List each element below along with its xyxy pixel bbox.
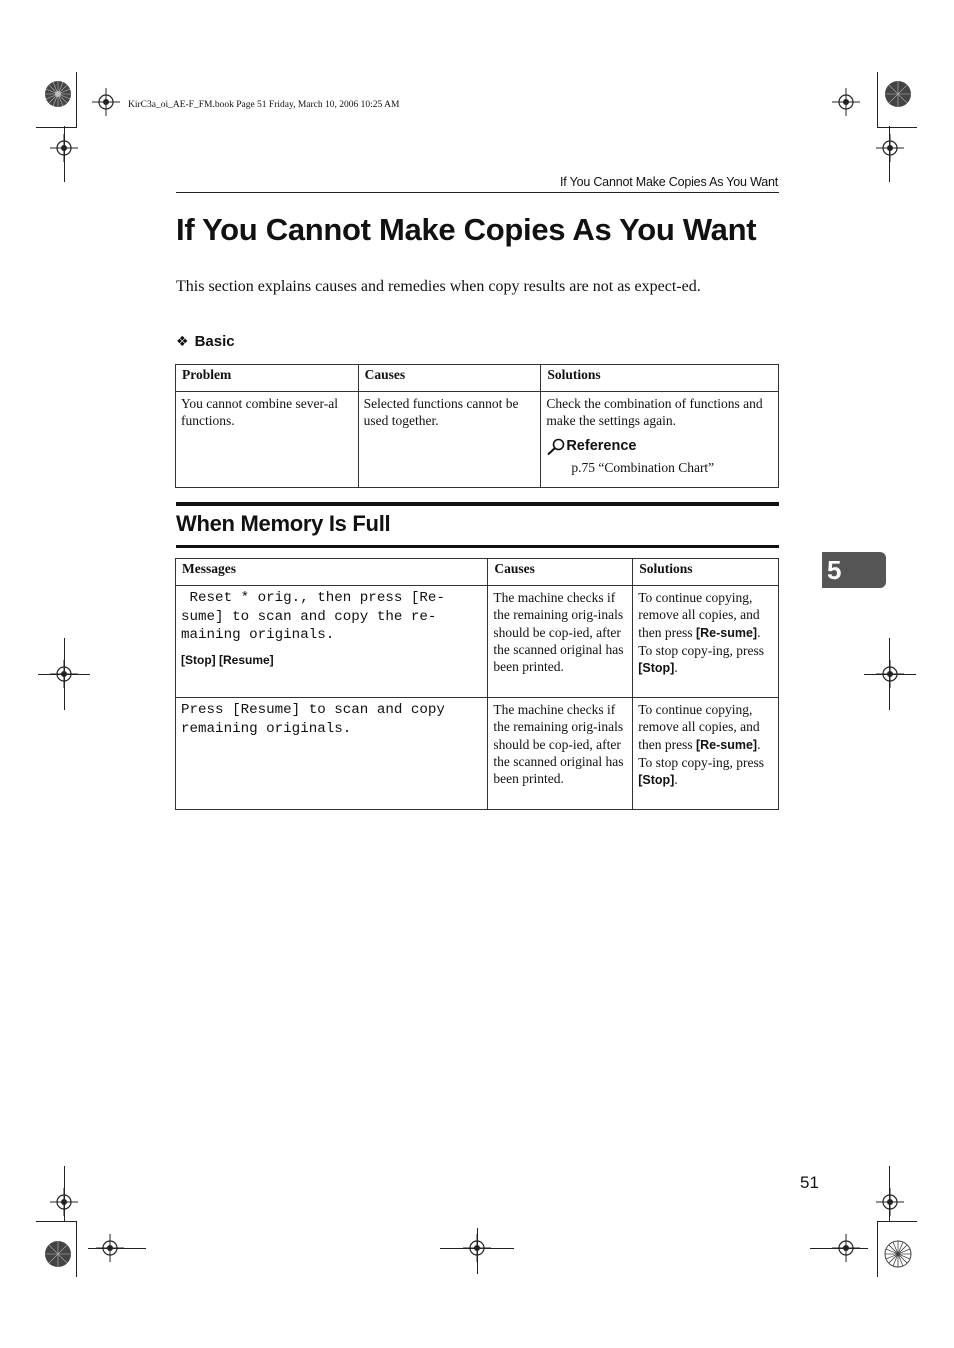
solution-text: To continue copying, remove all copies, and then press (638, 702, 760, 752)
message-text: Press [Resume] to scan and copy remaining originals. (181, 702, 445, 737)
problem-cell: You cannot combine sever-al functions. (176, 392, 359, 488)
crosshair-icon (92, 88, 120, 116)
header-rule (176, 192, 779, 193)
chapter-number: 5 (827, 555, 842, 585)
reference-link[interactable]: p.75 “Combination Chart” (571, 459, 715, 475)
column-header-solutions: Solutions (541, 365, 779, 392)
chapter-tab (822, 552, 886, 588)
table-header-row (176, 365, 779, 392)
solution-cell (633, 698, 779, 810)
table-row (176, 392, 779, 488)
table-row (176, 698, 779, 810)
solution-text: . (674, 660, 678, 676)
crosshair-icon (876, 1188, 904, 1216)
stop-key-label: [Stop] (638, 661, 675, 676)
message-text: Reset * orig., then press [Re-sume] to scan and copy the re-maining originals. (181, 590, 445, 643)
section-rule-bottom (176, 545, 779, 548)
message-cell (176, 698, 488, 810)
column-header-problem: Problem (176, 365, 359, 392)
resume-key-label: [Re-sume] (695, 737, 758, 752)
basic-label: Basic (194, 333, 235, 350)
page-title: If You Cannot Make Copies As You Want (176, 212, 757, 247)
solution-text: . To stop copy-ing, press (638, 624, 764, 658)
table-header-row (176, 559, 779, 586)
memory-full-table (175, 558, 779, 810)
intro-paragraph: This section explains causes and remedies when copy results are not as expect-ed. (176, 278, 701, 295)
registration-wheel-icon (44, 80, 72, 108)
reference-heading (546, 438, 773, 456)
column-header-solutions: Solutions (633, 559, 779, 586)
column-header-causes: Causes (488, 559, 633, 586)
solution-text: To continue copying, remove all copies, and then press (638, 590, 760, 640)
cause-cell: Selected functions cannot be used together. (358, 392, 541, 488)
stop-key-label: [Stop] (638, 773, 675, 788)
solution-cell (633, 586, 779, 698)
registration-wheel-icon (884, 1240, 912, 1268)
running-header: If You Cannot Make Copies As You Want (560, 175, 778, 189)
column-header-causes: Causes (358, 365, 541, 392)
table-row (176, 586, 779, 698)
crosshair-icon (832, 88, 860, 116)
crosshair-icon (876, 134, 904, 162)
solution-text: Check the combination of functions and make the settings again. (546, 396, 763, 429)
solution-text: . (674, 772, 678, 788)
key-labels: [Stop] [Resume] (181, 652, 274, 667)
message-cell (176, 586, 488, 698)
solution-text: . To stop copy-ing, press (638, 736, 764, 770)
resume-key-label: [Re-sume] (695, 625, 758, 640)
page-number: 51 (800, 1173, 819, 1192)
basic-heading (176, 333, 235, 350)
registration-wheel-icon (44, 1240, 72, 1268)
solution-cell (541, 392, 779, 488)
cause-cell: The machine checks if the remaining orig-inals should be cop-ied, after the scanned original has been printed. (488, 698, 633, 810)
registration-wheel-icon (884, 80, 912, 108)
file-info: KirC3a_oi_AE-F_FM.book Page 51 Friday, March 10, 2006 10:25 AM (128, 100, 400, 110)
cause-cell: The machine checks if the remaining orig-inals should be cop-ied, after the scanned original has been printed. (488, 586, 633, 698)
magnifier-icon (546, 438, 566, 456)
section-title: When Memory Is Full (176, 511, 391, 536)
section-rule-top (176, 502, 779, 506)
diamond-bullet-icon: ❖ (176, 333, 189, 349)
basic-table (175, 364, 779, 488)
reference-label: Reference (566, 437, 637, 454)
column-header-messages: Messages (176, 559, 488, 586)
